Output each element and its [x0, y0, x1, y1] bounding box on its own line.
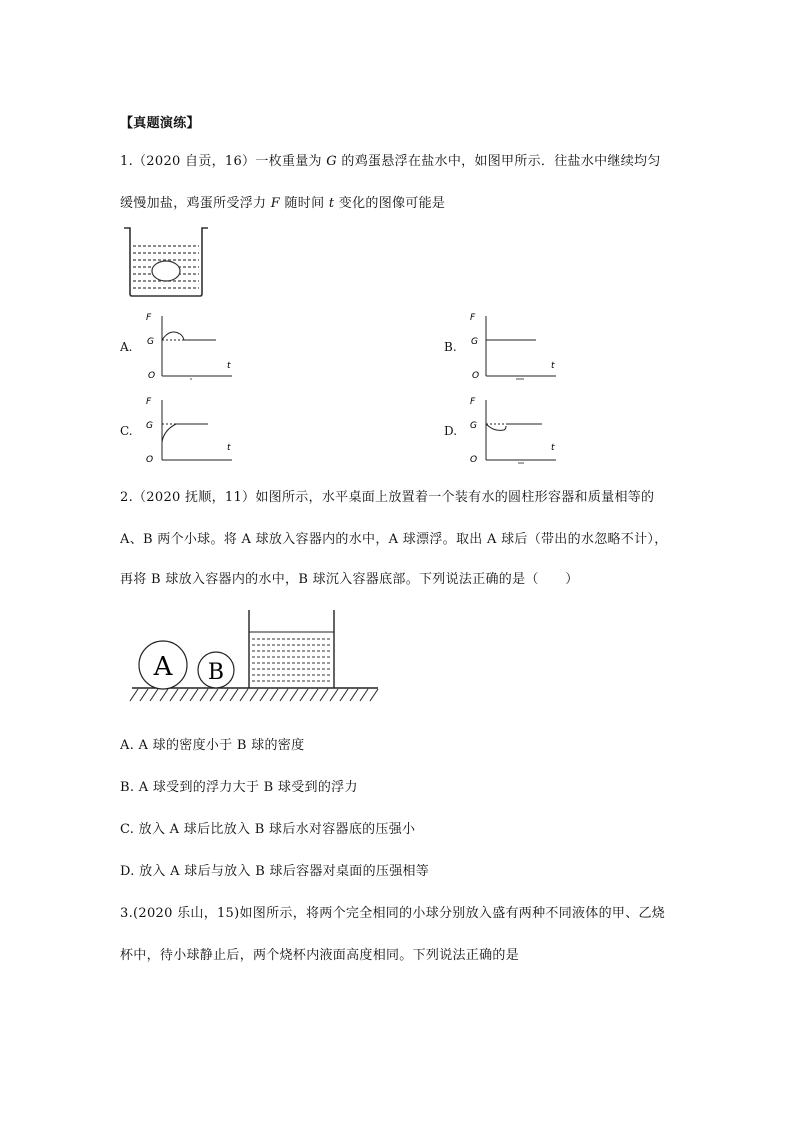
graph-c-y-label: F: [146, 397, 152, 407]
graph-b-y-label: F: [470, 313, 476, 323]
graph-c-g-label: G: [146, 421, 153, 431]
egg-shape: [152, 261, 180, 281]
ball-b-label: B: [207, 660, 225, 685]
q1-var-f: F: [270, 196, 281, 211]
q1-option-d-label: D.: [444, 424, 458, 438]
q1-line2-a: 缓慢加盐，鸡蛋所受浮力: [120, 196, 271, 211]
graph-b-g-label: G: [471, 337, 478, 347]
q2-option-b: B. A 球受到的浮力大于 B 球受到的浮力: [120, 780, 358, 795]
graph-d-y-label: F: [470, 397, 476, 407]
graph-c-x-label: t: [227, 443, 231, 453]
graph-b-origin-label: O: [472, 371, 480, 381]
q2-option-d: D. 放入 A 球后与放入 B 球后容器对桌面的压强相等: [120, 864, 430, 879]
beaker-egg-figure: [122, 226, 212, 298]
q1-line1-b: 的鸡蛋悬浮在盐水中，如图甲所示．往盐水中继续均匀: [336, 154, 661, 169]
q1-var-g: G: [326, 154, 337, 169]
graph-b-x-label: t: [551, 361, 555, 371]
q1-line1-a: 1.（2020 自贡，16）一枚重量为: [120, 154, 327, 169]
q1-option-b-label: B.: [444, 340, 457, 354]
q1-var-t: t: [328, 196, 335, 211]
graph-d-x-label: t: [551, 443, 555, 453]
q1-text-line1: [120, 150, 661, 169]
graph-a-y-label: F: [146, 313, 152, 323]
graph-a-x-label: t: [227, 361, 231, 371]
q2-text-line2: A、B 两个小球。将 A 球放入容器内的水中，A 球漂浮。取出 A 球后（带出的水忽略不计），: [120, 532, 668, 547]
graph-d-g-label: G: [470, 421, 477, 431]
q2-option-c: C. 放入 A 球后比放入 B 球后水对容器底的压强小: [120, 822, 416, 837]
q1-line2-c: 变化的图像可能是: [334, 196, 446, 211]
q2-text-line3: 再将 B 球放入容器内的水中，B 球沉入容器底部。下列说法正确的是（ ）: [120, 572, 579, 587]
graph-d: [464, 392, 564, 466]
q3-text-line2: 杯中，待小球静止后，两个烧杯内液面高度相同。下列说法正确的是: [120, 948, 520, 963]
q3-text-line1: 3.(2020 乐山，15)如图所示，将两个完全相同的小球分别放入盛有两种不同液体的甲、乙烧: [120, 906, 666, 921]
graph-b: [464, 308, 564, 382]
section-title: 【真题演练】: [120, 116, 200, 131]
graph-c-origin-label: O: [146, 455, 154, 465]
q1-text-line2: [120, 192, 445, 211]
ball-a-label: A: [153, 652, 173, 682]
q1-line2-b: 随时间: [280, 196, 329, 211]
graph-a: [140, 308, 240, 382]
graph-a-g-label: G: [147, 337, 154, 347]
q1-option-a-label: A.: [120, 340, 133, 354]
graph-a-origin-label: O: [148, 371, 156, 381]
graph-d-origin-label: O: [470, 455, 478, 465]
graph-c: [140, 392, 240, 466]
q1-option-c-label: C.: [120, 424, 133, 438]
balls-container-figure: [128, 608, 382, 708]
q2-option-a: A. A 球的密度小于 B 球的密度: [120, 738, 305, 753]
cylinder-container: [249, 610, 334, 688]
q2-text-line1: 2.（2020 抚顺，11）如图所示，水平桌面上放置着一个装有水的圆柱形容器和质量相等的: [120, 490, 655, 505]
